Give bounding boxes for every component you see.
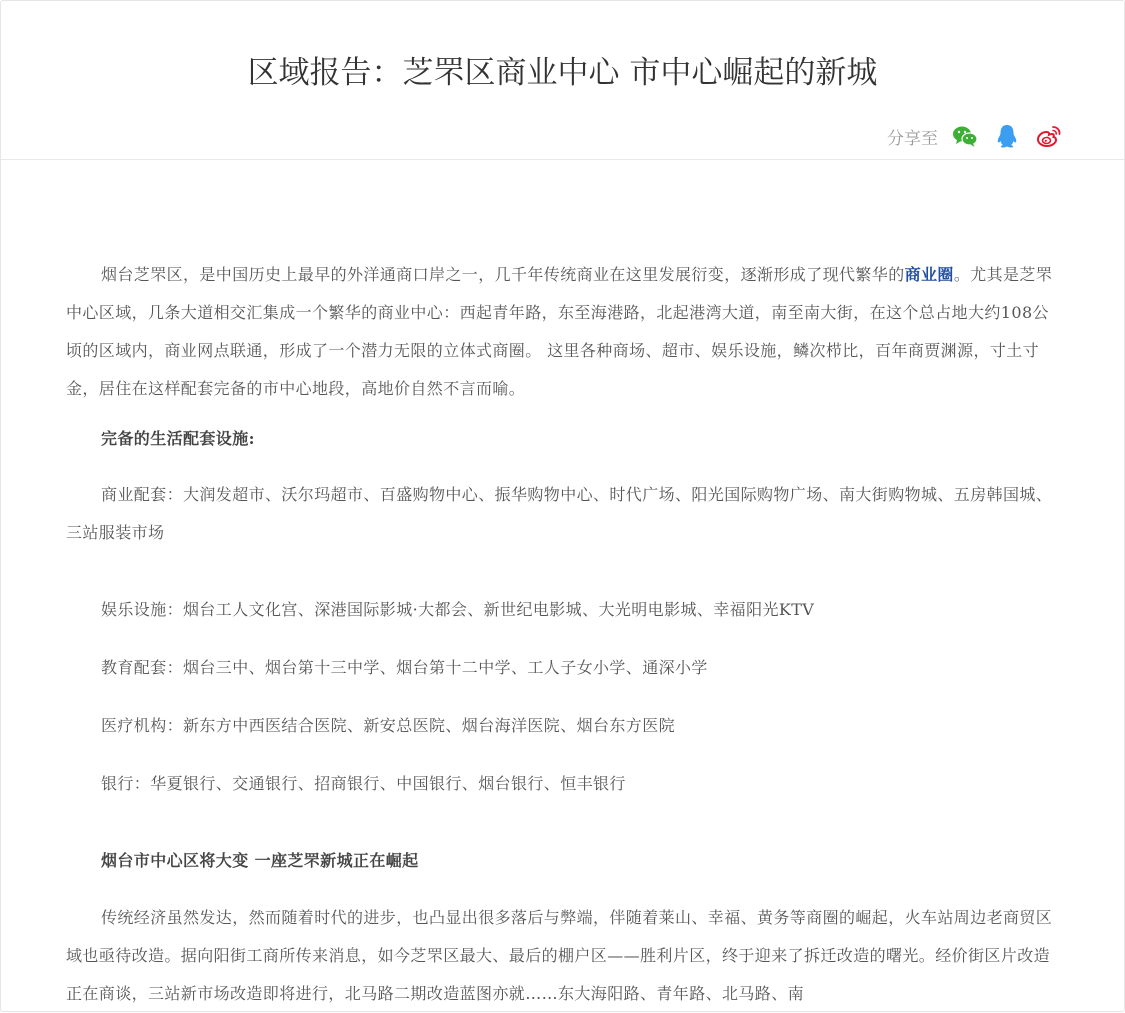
entertainment-facilities: 娱乐设施：烟台工人文化宫、深港国际影城·大都会、新世纪电影城、大光明电影城、幸福阳光KTV (101, 600, 815, 619)
share-bar (887, 121, 1062, 151)
education-facilities: 教育配套：烟台三中、烟台第十三中学、烟台第十二中学、工人子女小学、通深小学 (101, 658, 708, 677)
facilities-heading: 完备的生活配套设施: (101, 429, 255, 448)
article-title: 区域报告：芝罘区商业中心 市中心崛起的新城 (247, 55, 878, 91)
intro-text: 烟台芝罘区，是中国历史上最早的外洋通商口岸之一，几千年传统商业在这里发展衍变，逐渐形成了现代繁华的 (101, 265, 905, 284)
wechat-icon[interactable] (952, 123, 978, 149)
intro-text-continued: 。尤其是芝罘中心区域，几条大道相交汇集成一个繁华的商业中心：西起青年路，东至海港路，北起港湾大道，南至南大街，在这个总占地大约108公顷的区域内，商业网点联通，形成了一个潜力无限的立体式商圈。 这里各种商场、超市、娱乐设施，鳞次栉比，百年商贾渊源，寸土寸金，居住在这样配套完备的市中心地段，高地价自然不言而喻。 (66, 265, 1053, 398)
article-content (66, 256, 1056, 1013)
share-label: 分享至 (887, 128, 938, 149)
banks: 银行：华夏银行、交通银行、招商银行、中国银行、烟台银行、恒丰银行 (101, 774, 626, 793)
business-circle-link[interactable]: 商业圈 (904, 265, 954, 284)
qq-icon[interactable] (994, 123, 1020, 149)
city-center-heading: 烟台市中心区将大变 一座芝罘新城正在崛起 (101, 851, 419, 870)
weibo-icon[interactable] (1036, 123, 1062, 149)
medical-institutions: 医疗机构：新东方中西医结合医院、新安总医院、烟台海洋医院、烟台东方医院 (101, 716, 676, 735)
commercial-facilities: 商业配套：大润发超市、沃尔玛超市、百盛购物中心、振华购物中心、时代广场、阳光国际购物广场、南大街购物城、五房韩国城、三站服装市场 (66, 485, 1053, 542)
intro-paragraph (66, 256, 1056, 408)
article-header (1, 1, 1124, 160)
renewal-paragraph: 传统经济虽然发达，然而随着时代的进步，也凸显出很多落后与弊端，伴随着莱山、幸福、黄务等商圈的崛起，火车站周边老商贸区域也亟待改造。据向阳街工商所传来消息，如今芝罘区最大、最后的棚户区——胜利片区，终于迎来了拆迁改造的曙光。经价街区片改造正在商谈，三站新市场改造即将进行，北马路二期改造蓝图亦就……东大海阳路、青年路、北马路、南 (66, 908, 1053, 1003)
